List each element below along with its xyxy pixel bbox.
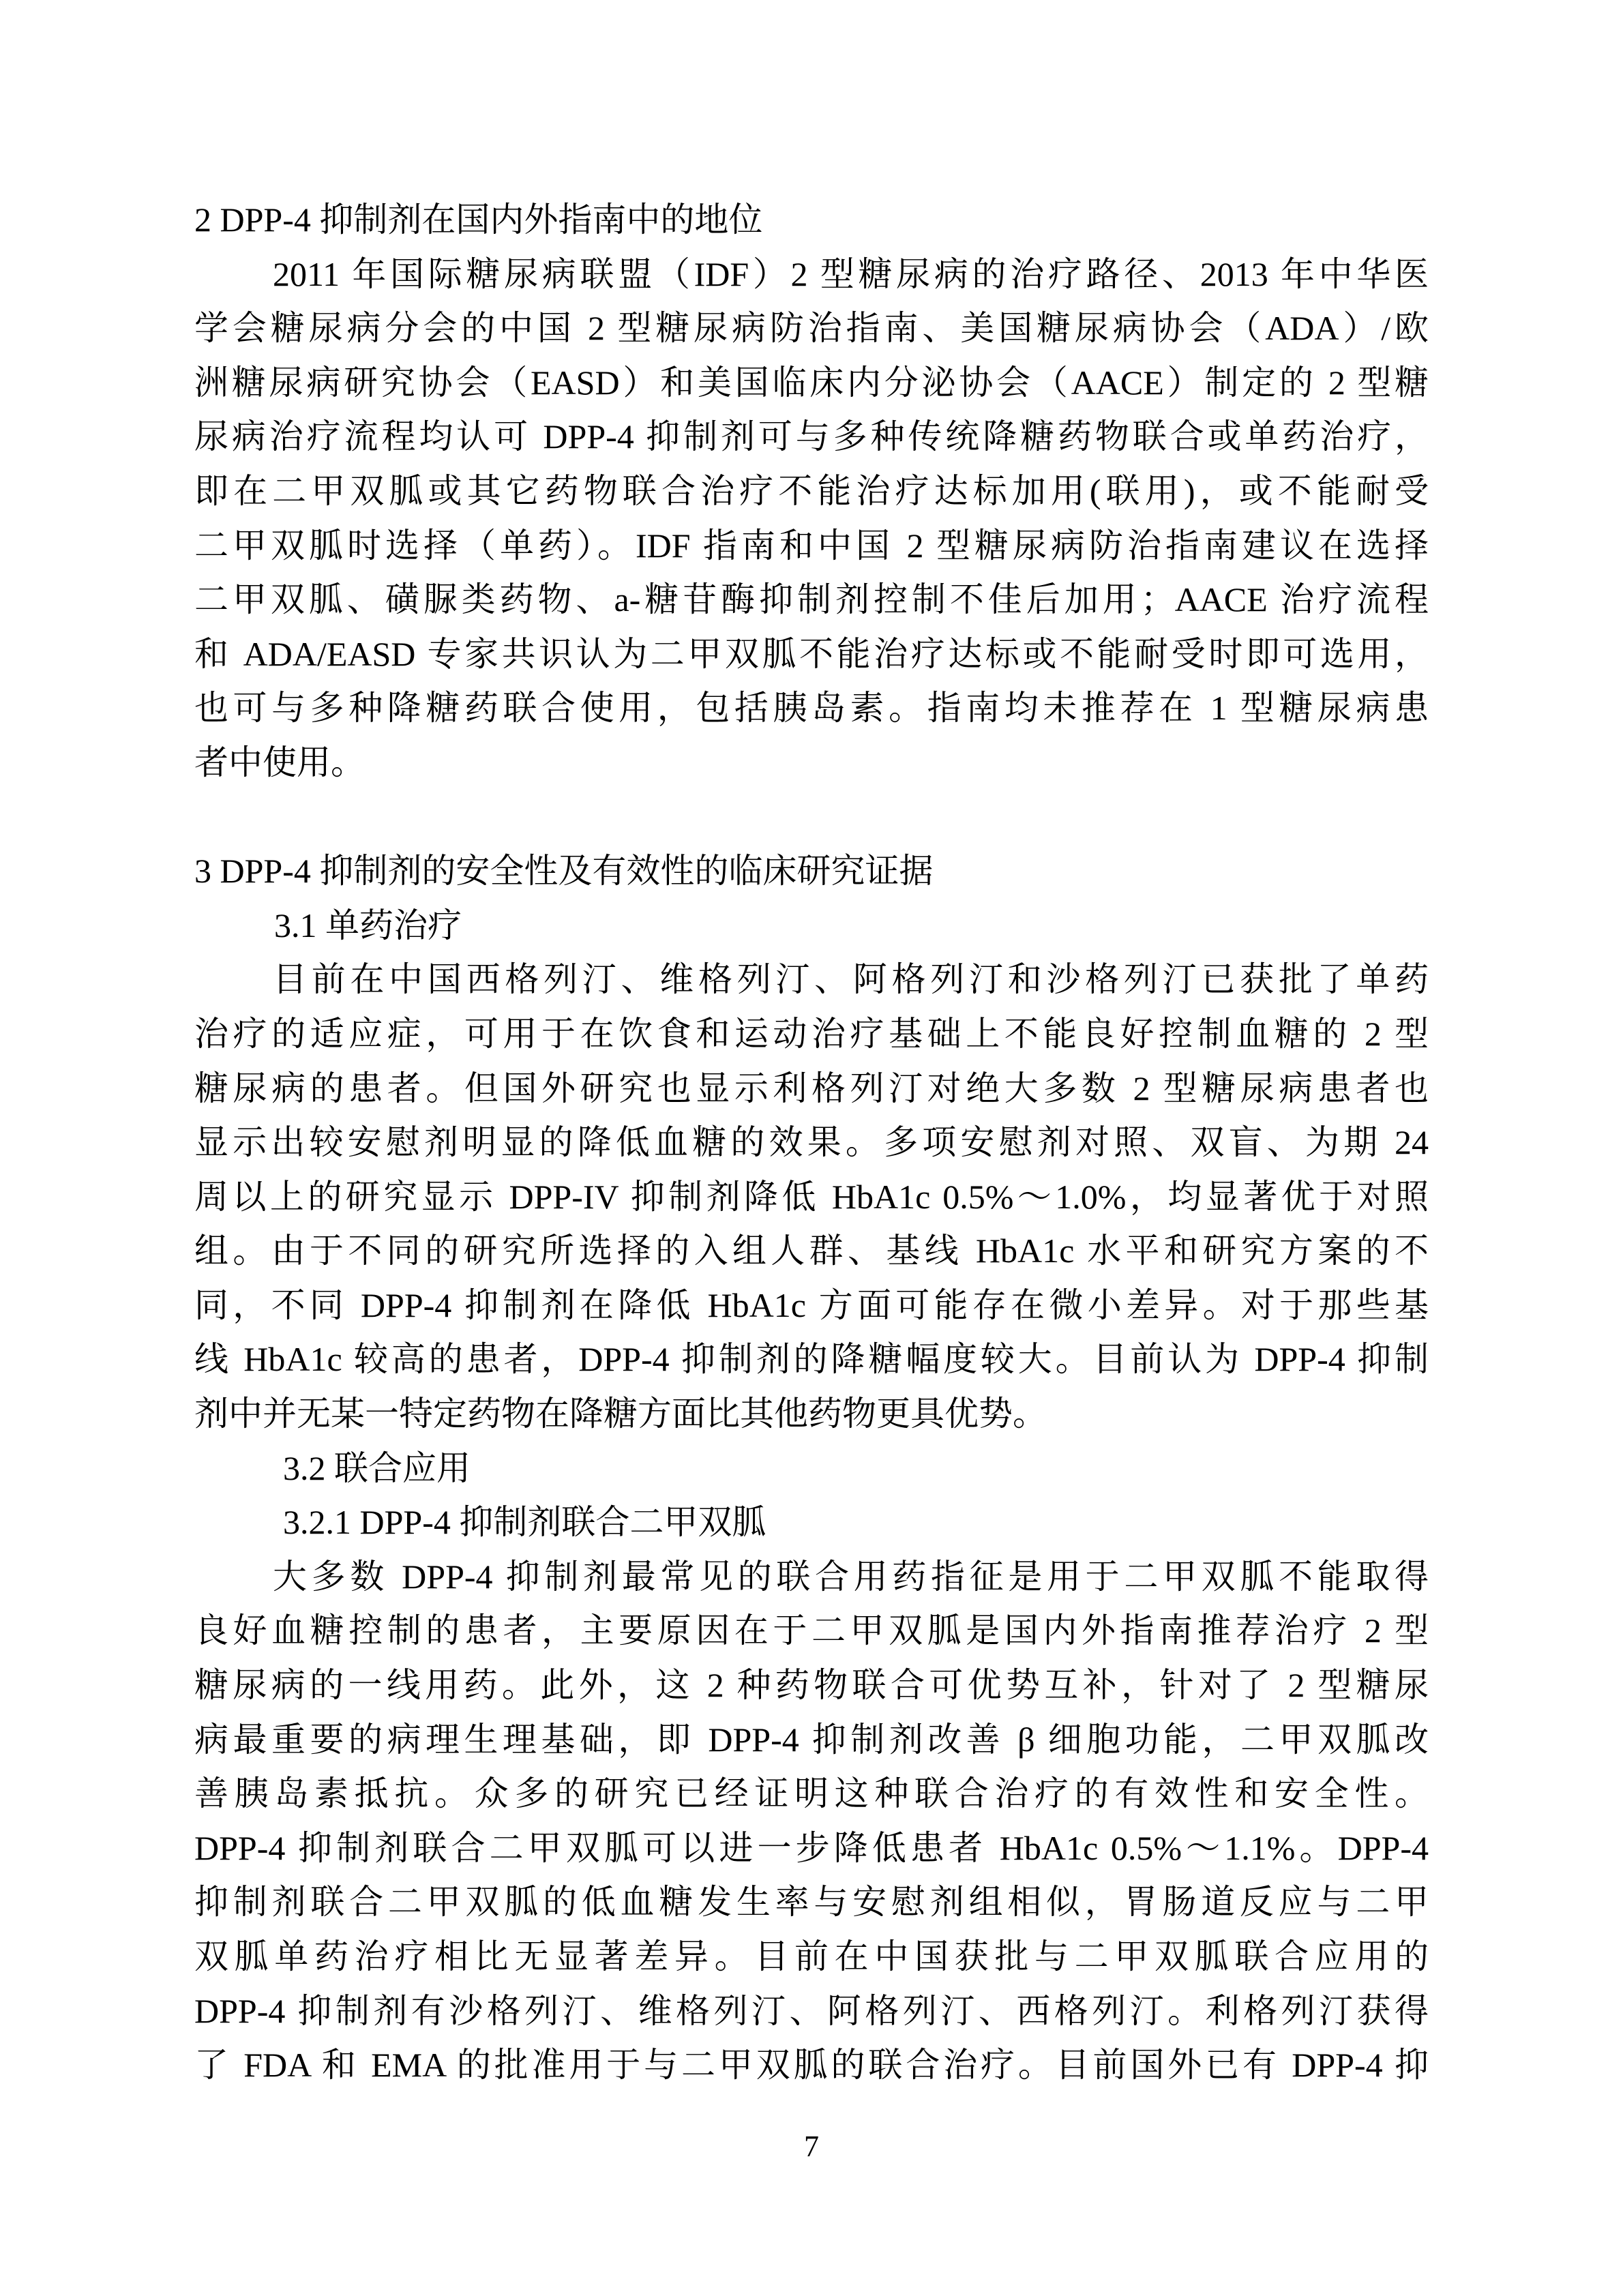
paragraph-line: 尿病治疗流程均认可 DPP-4 抑制剂可与多种传统降糖药物联合或单药治疗， xyxy=(194,417,1429,456)
paragraph-line: 即在二甲双胍或其它药物联合治疗不能治疗达标加用(联用)，或不能耐受 xyxy=(194,471,1429,510)
paragraph-line: DPP-4 抑制剂联合二甲双胍可以进一步降低患者 HbA1c 0.5%～1.1%。DPP-4 xyxy=(194,1828,1429,1867)
paragraph-line: 抑制剂联合二甲双胍的低血糖发生率与安慰剂组相似，胃肠道反应与二甲 xyxy=(194,1883,1429,1922)
paragraph-line: 良好血糖控制的患者，主要原因在于二甲双胍是国内外指南推荐治疗 2 型 xyxy=(194,1611,1429,1650)
paragraph-line: 学会糖尿病分会的中国 2 型糖尿病防治指南、美国糖尿病协会（ADA）/欧 xyxy=(194,309,1429,348)
paragraph-line: 组。由于不同的研究所选择的入组人群、基线 HbA1c 水平和研究方案的不 xyxy=(194,1232,1429,1270)
paragraph-line: 二甲双胍、磺脲类药物、a-糖苷酶抑制剂控制不佳后加用；AACE 治疗流程 xyxy=(194,580,1429,619)
subsection-heading: 3.1 单药治疗 xyxy=(274,906,462,944)
paragraph-line: 治疗的适应症，可用于在饮食和运动治疗基础上不能良好控制血糖的 2 型 xyxy=(194,1014,1429,1053)
section-heading: 2 DPP-4 抑制剂在国内外指南中的地位 xyxy=(194,200,763,239)
subsection-heading: 3.2.1 DPP-4 抑制剂联合二甲双胍 xyxy=(283,1503,766,1542)
blank-line xyxy=(194,790,1429,845)
paragraph-line: 2011 年国际糖尿病联盟（IDF）2 型糖尿病的治疗路径、2013 年中华医 xyxy=(273,254,1429,293)
paragraph-line: 显示出较安慰剂明显的降低血糖的效果。多项安慰剂对照、双盲、为期 24 xyxy=(194,1123,1429,1162)
section-heading: 3 DPP-4 抑制剂的安全性及有效性的临床研究证据 xyxy=(194,852,934,891)
paragraph-line: 也可与多种降糖药联合使用，包括胰岛素。指南均未推荐在 1 型糖尿病患 xyxy=(194,689,1429,728)
paragraph-line: 者中使用。 xyxy=(194,743,365,781)
paragraph-line: DPP-4 抑制剂有沙格列汀、维格列汀、阿格列汀、西格列汀。利格列汀获得 xyxy=(194,1991,1429,2030)
paragraph-line: 了 FDA 和 EMA 的批准用于与二甲双胍的联合治疗。目前国外已有 DPP-4 抑 xyxy=(194,2046,1429,2085)
paragraph-line: 洲糖尿病研究协会（EASD）和美国临床内分泌协会（AACE）制定的 2 型糖 xyxy=(194,363,1429,402)
paragraph-line: 和 ADA/EASD 专家共识认为二甲双胍不能治疗达标或不能耐受时即可选用， xyxy=(194,634,1429,673)
paragraph-line: 大多数 DPP-4 抑制剂最常见的联合用药指征是用于二甲双胍不能取得 xyxy=(273,1557,1429,1596)
paragraph-line: 目前在中国西格列汀、维格列汀、阿格列汀和沙格列汀已获批了单药 xyxy=(273,960,1429,999)
page-number: 7 xyxy=(804,2130,819,2163)
paragraph-line: 双胍单药治疗相比无显著差异。目前在中国获批与二甲双胍联合应用的 xyxy=(194,1937,1429,1976)
paragraph-line: 同，不同 DPP-4 抑制剂在降低 HbA1c 方面可能存在微小差异。对于那些基 xyxy=(194,1285,1429,1324)
document-body xyxy=(194,193,1429,2093)
paragraph-line: 二甲双胍时选择（单药）。IDF 指南和中国 2 型糖尿病防治指南建议在选择 xyxy=(194,526,1429,565)
paragraph-line: 善胰岛素抵抗。众多的研究已经证明这种联合治疗的有效性和安全性。 xyxy=(194,1774,1429,1813)
paragraph-line: 线 HbA1c 较高的患者，DPP-4 抑制剂的降糖幅度较大。目前认为 DPP-4 抑制 xyxy=(194,1340,1429,1379)
paragraph-line: 糖尿病的患者。但国外研究也显示利格列汀对绝大多数 2 型糖尿病患者也 xyxy=(194,1069,1429,1107)
paragraph-line: 剂中并无某一特定药物在降糖方面比其他药物更具优势。 xyxy=(194,1395,1047,1433)
subsection-heading: 3.2 联合应用 xyxy=(283,1448,471,1487)
paragraph-line: 周以上的研究显示 DPP-IV 抑制剂降低 HbA1c 0.5%～1.0%，均显著优于对照 xyxy=(194,1177,1429,1216)
paragraph-line: 糖尿病的一线用药。此外，这 2 种药物联合可优势互补，针对了 2 型糖尿 xyxy=(194,1666,1429,1705)
paragraph-line: 病最重要的病理生理基础，即 DPP-4 抑制剂改善 β 细胞功能，二甲双胍改 xyxy=(194,1720,1429,1759)
